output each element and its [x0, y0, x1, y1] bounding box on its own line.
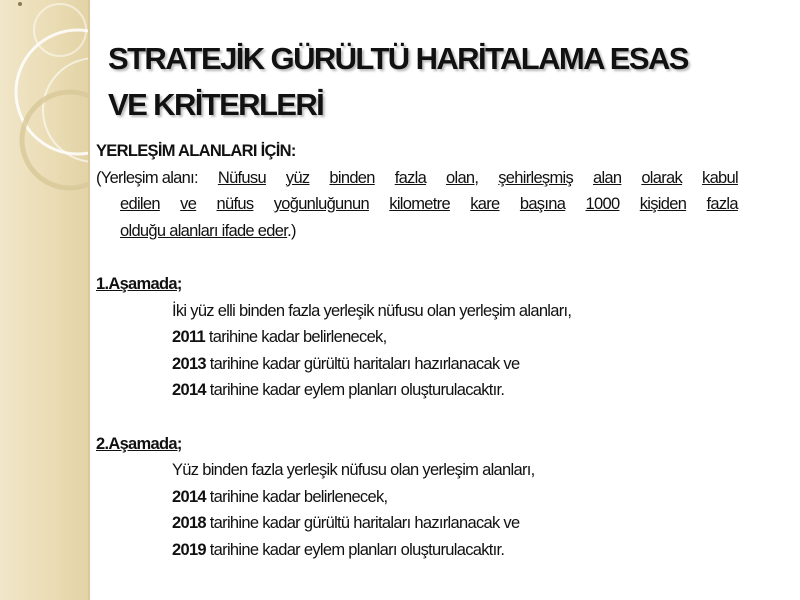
definition-word: kabul: [702, 168, 738, 187]
stage-2-year: 2014: [172, 487, 206, 506]
definition-word: kilometre: [389, 195, 450, 213]
definition-word: fazla: [394, 168, 427, 187]
stage-2-item: [96, 510, 738, 537]
decorative-sidebar: [0, 0, 88, 600]
definition-prefix: (Yerleşim alanı:: [96, 168, 198, 187]
definition-word: olan,: [446, 168, 479, 187]
spacer: [96, 404, 738, 431]
definition-word: kişiden: [639, 195, 687, 213]
stage-2-item: [96, 537, 738, 564]
definition-word: nüfus: [216, 195, 254, 213]
stage-1-heading: 1.Aşamada;: [96, 275, 182, 293]
definition-word: kare: [470, 195, 500, 213]
sidebar-divider: [88, 0, 90, 600]
stage-1-item-text: tarihine kadar gürültü haritaları hazırlanacak ve: [205, 354, 520, 373]
definition-word: ve: [180, 195, 197, 213]
stage-2-item-text: tarihine kadar eylem planları oluşturulacaktır.: [205, 540, 505, 559]
definition-heading: YERLEŞİM ALANLARI İÇİN:: [96, 142, 296, 160]
definition-suffix: .): [287, 221, 296, 240]
stage-1-year: 2011: [172, 328, 205, 346]
definition-line-1: [96, 165, 738, 192]
definition-word: olarak: [641, 168, 683, 187]
title-line-2: VE KRİTERLERİ: [108, 87, 324, 122]
stage-1-item: [96, 377, 738, 404]
stage-1-intro: İki yüz elli binden fazla yerleşik nüfusu olan yerleşim alanları,: [172, 301, 572, 320]
definition-word: yüz: [285, 168, 310, 187]
slide-content: [96, 138, 738, 563]
definition-word: fazla: [706, 195, 738, 213]
definition-word: edilen: [120, 195, 160, 213]
decorative-circles-icon: [0, 0, 88, 600]
stage-2-item-text: tarihine kadar gürültü haritaları hazırlanacak ve: [205, 514, 520, 532]
definition-word: 1000: [585, 195, 620, 213]
spacer: [96, 244, 738, 271]
definition-word: alan: [592, 168, 622, 187]
stage-2-intro: Yüz binden fazla yerleşik nüfusu olan yerleşim alanları,: [172, 461, 535, 479]
slide-title: [108, 36, 768, 128]
definition-underlined-end: olduğu alanları ifade eder: [120, 221, 288, 240]
definition-line-3: [96, 218, 738, 245]
stage-1-year: 2014: [172, 381, 206, 399]
definition-line-2: [96, 191, 738, 218]
stage-2-item-text: tarihine kadar belirlenecek,: [205, 487, 388, 506]
stage-1-item: [96, 351, 738, 378]
definition-word: Nüfusu: [217, 168, 266, 187]
stage-2-heading: 2.Aşamada;: [96, 434, 182, 453]
stage-1-year: 2013: [172, 354, 206, 373]
stage-2-year: 2018: [172, 514, 206, 532]
stage-1-item-text: tarihine kadar belirlenecek,: [205, 328, 387, 346]
definition-word: başına: [519, 195, 566, 213]
stage-1-item: [96, 324, 738, 351]
stage-2-item: [96, 484, 738, 511]
stage-1-item-text: tarihine kadar eylem planları oluşturulacaktır.: [205, 381, 505, 399]
definition-word: yoğunluğunun: [273, 195, 369, 213]
stage-2-year: 2019: [172, 540, 206, 559]
title-line-1: STRATEJİK GÜRÜLTÜ HARİTALAMA ESAS: [108, 41, 688, 76]
definition-word: binden: [329, 168, 375, 187]
definition-word: şehirleşmiş: [498, 168, 574, 187]
